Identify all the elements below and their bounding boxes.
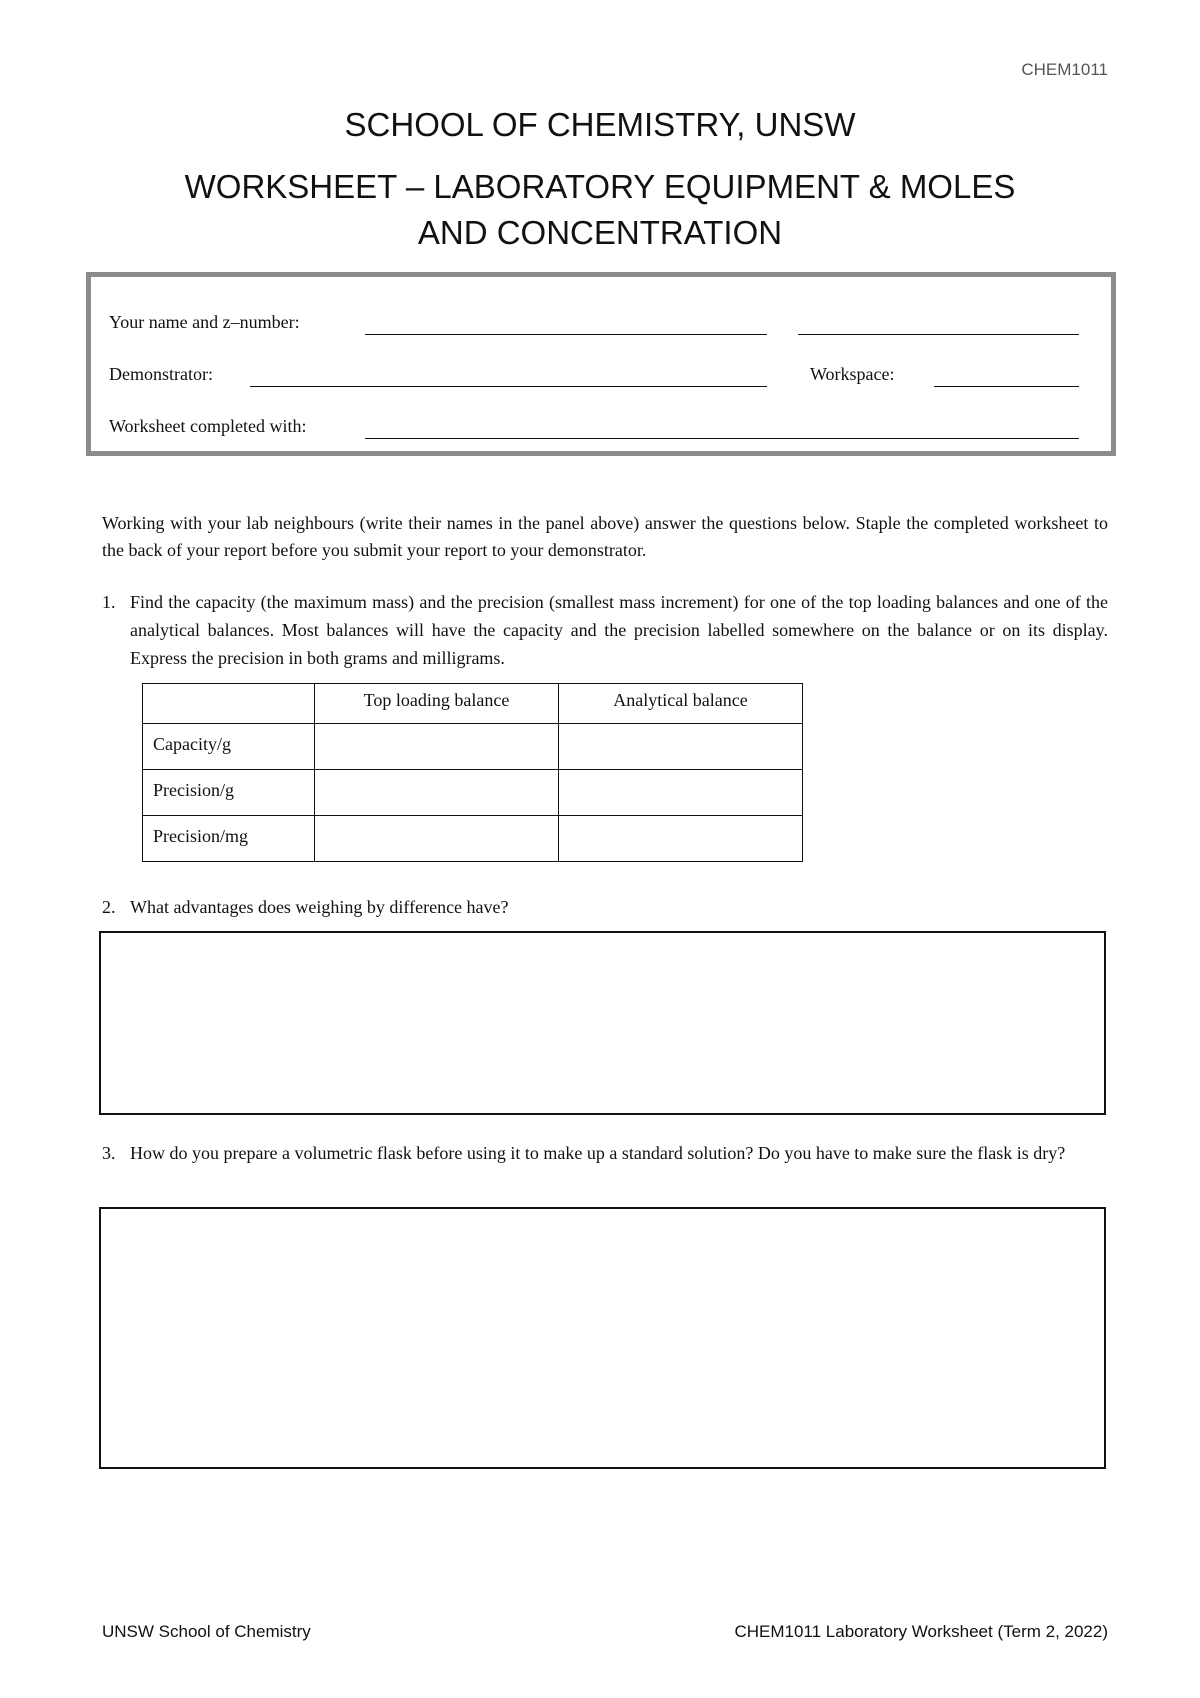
demonstrator-label: Demonstrator:	[109, 364, 213, 384]
balance-table	[142, 683, 803, 862]
demonstrator-field[interactable]	[250, 386, 767, 387]
school-title: SCHOOL OF CHEMISTRY, UNSW	[344, 106, 856, 143]
answer-cell[interactable]	[559, 816, 803, 862]
question-number: 3.	[102, 1143, 116, 1163]
completed-with-label: Worksheet completed with:	[109, 416, 307, 436]
footer-right: CHEM1011 Laboratory Worksheet (Term 2, 2022)	[734, 1622, 1108, 1641]
question-2	[102, 893, 1108, 921]
name-label: Your name and z–number:	[109, 312, 300, 332]
answer-box-3[interactable]	[99, 1207, 1106, 1469]
footer-left: UNSW School of Chemistry	[102, 1622, 311, 1641]
row-label: Precision/mg	[143, 816, 315, 862]
question-1	[102, 588, 1108, 672]
workspace-label: Workspace:	[810, 364, 895, 384]
row-label: Precision/g	[143, 770, 315, 816]
answer-box-2[interactable]	[99, 931, 1106, 1115]
table-header-cell	[143, 684, 315, 724]
question-text: Find the capacity (the maximum mass) and the precision (smallest mass increment) for one of the top loading balances and one of the analytical balances. Most balances will have the capacity and the precision labelled somewhere on the balance or on its display. Express the precision in both grams and milligrams.	[130, 592, 1108, 668]
answer-cell[interactable]	[315, 816, 559, 862]
intro-text: Working with your lab neighbours (write their names in the panel above) answer the questions below. Staple the completed worksheet to the back of your report before you submit your report to your demonstrator.	[102, 513, 1108, 560]
table-header-row	[143, 684, 803, 724]
table-header-cell: Top loading balance	[315, 684, 559, 724]
details-panel	[86, 272, 1116, 456]
question-number: 1.	[102, 592, 116, 612]
row-label: Capacity/g	[143, 724, 315, 770]
course-code: CHEM1011	[1021, 60, 1108, 79]
page-title	[100, 106, 1100, 256]
question-text: How do you prepare a volumetric flask before using it to make up a standard solution? Do you have to make sure the flask is dry?	[130, 1143, 1066, 1163]
answer-cell[interactable]	[315, 724, 559, 770]
answer-cell[interactable]	[315, 770, 559, 816]
z-number-field[interactable]	[798, 334, 1079, 335]
name-field[interactable]	[365, 334, 767, 335]
completed-with-field[interactable]	[365, 438, 1079, 439]
workspace-field[interactable]	[934, 386, 1079, 387]
question-text: What advantages does weighing by difference have?	[130, 897, 509, 917]
question-number: 2.	[102, 897, 116, 917]
table-row	[143, 724, 803, 770]
answer-cell[interactable]	[559, 724, 803, 770]
table-row	[143, 816, 803, 862]
question-3	[102, 1139, 1108, 1167]
answer-cell[interactable]	[559, 770, 803, 816]
table-row	[143, 770, 803, 816]
table-header-cell: Analytical balance	[559, 684, 803, 724]
worksheet-title-line1: WORKSHEET – LABORATORY EQUIPMENT & MOLES	[184, 168, 1016, 205]
worksheet-title-line2: AND CONCENTRATION	[417, 214, 783, 251]
